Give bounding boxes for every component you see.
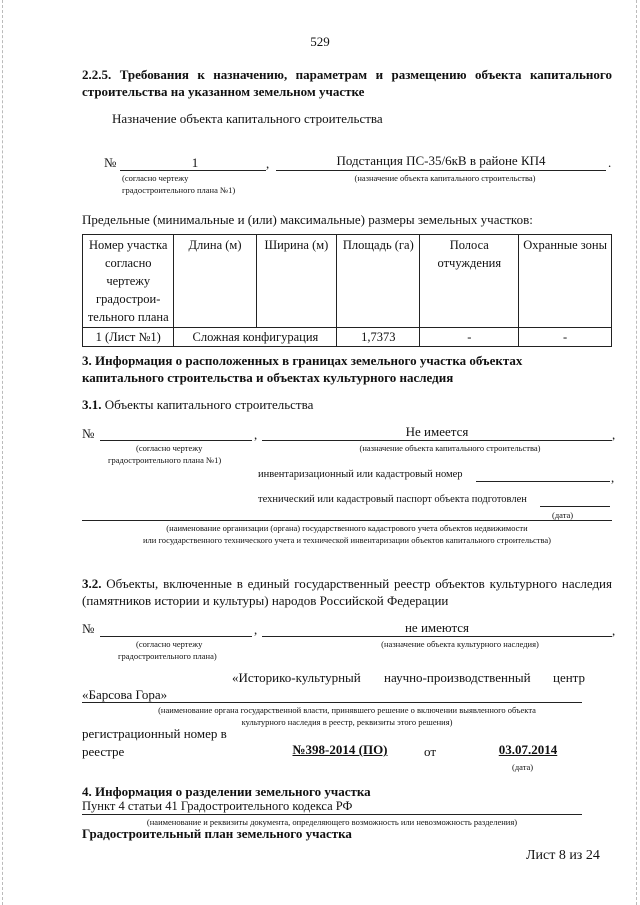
section-32-number: 3.2. [82, 576, 102, 591]
section-4-caption: (наименование и реквизиты документа, определяющего возможность или невозможность разделения) [146, 817, 518, 827]
caption-left-2: градостроительного плана №1) [122, 185, 236, 195]
authority-caption-1: (наименование органа государственной власти, принявшего решение о включении выявленного объекта [158, 705, 536, 715]
inventory-comma: , [611, 470, 615, 485]
end-dot: . [608, 155, 612, 170]
sub-31-label [82, 397, 313, 413]
section-4-value: Пункт 4 статьи 41 Градостроительного кодекса РФ [82, 799, 353, 813]
caption-left-32-1: (согласно чертежу [136, 639, 203, 649]
col-header-area: Площадь (га) [337, 235, 420, 328]
caption-left-1: (согласно чертежу [122, 173, 189, 183]
comma-32-end: , [612, 623, 616, 638]
object-purpose-value: Подстанция ПС-35/6кВ в районе КП4 [336, 153, 546, 168]
col-header-width: Ширина (м) [256, 235, 337, 328]
caption-right-32: (назначение объекта культурного наследия) [381, 639, 539, 649]
caption-left-32-2: градостроительного плана) [118, 651, 217, 661]
sub-31-text: Объекты капитального строительства [104, 397, 314, 412]
table-row [83, 328, 612, 347]
caption-right-31: (назначение объекта капитального строительства) [359, 443, 541, 453]
center-line-2: «Барсова Гора» [82, 687, 168, 702]
reg-label-2: реестре [82, 744, 125, 759]
reg-date: 03.07.2014 [498, 742, 558, 757]
section-32-body: Объекты, включенные в единый государственный реестр объектов культурного наследия (памятников истории и культуры) народов Российской Федерации [82, 576, 612, 608]
col-header-strip: Полоса отчуждения [420, 235, 519, 328]
col-header-length: Длина (м) [174, 235, 256, 328]
cell-zones: - [519, 328, 612, 347]
number-label-32: № [82, 621, 95, 636]
scan-edge-right [636, 0, 637, 905]
plan-number-line-31 [100, 440, 252, 441]
inventory-label: инвентаризационный или кадастровый номер [258, 469, 463, 480]
comma-31-end: , [612, 427, 616, 442]
land-plot-sizes-table [82, 234, 612, 347]
col-header-zones: Охранные зоны [519, 235, 612, 328]
center-word-1: «Историко-культурный [232, 670, 361, 685]
passport-label: технический или кадастровый паспорт объекта подготовлен [258, 494, 527, 505]
cell-configuration: Сложная конфигурация [174, 328, 337, 347]
reg-label: регистрационный номер в [82, 726, 227, 741]
inventory-line [476, 481, 610, 482]
authority-caption-2: культурного наследия в реестр, реквизиты этого решения) [241, 717, 453, 727]
center-word-3: центр [553, 670, 586, 685]
cell-area: 1,7373 [337, 328, 420, 347]
caption-left-31-1: (согласно чертежу [136, 443, 203, 453]
org-caption-2: или государственного технического учета и технической инвентаризации объектов капитального строительства) [142, 535, 551, 545]
cell-strip: - [420, 328, 519, 347]
comma-32: , [254, 622, 258, 637]
from-label: от [424, 744, 437, 759]
next-heading: Градостроительный план земельного участка [82, 826, 352, 841]
plan-number-value: 1 [191, 155, 199, 170]
object-line-32 [262, 636, 612, 637]
section-3-heading: 3. Информация о расположенных в границах земельного участка объектах капитального строительства и объектах культурного наследия [82, 353, 523, 385]
section-4-line [82, 814, 582, 815]
reg-date-caption: (дата) [512, 762, 534, 772]
org-caption-1: (наименование организации (органа) государственного кадастрового учета объектов недвижимости [166, 523, 528, 533]
passport-date-line [540, 506, 610, 507]
section-32-text [82, 575, 612, 609]
center-word-2: научно-производственный [384, 670, 531, 685]
page-number: 529 [310, 34, 330, 49]
col-header-plot-number: Номер участка согласно чертежу градострои- тельного плана [83, 235, 174, 328]
comma: , [266, 156, 270, 171]
object-purpose-line [276, 170, 606, 171]
object-value-31: Не имеется [405, 424, 469, 439]
org-line [82, 520, 612, 521]
reg-number: №398-2014 (ПО) [292, 742, 388, 757]
number-label-31: № [82, 426, 95, 441]
passport-date-caption: (дата) [552, 510, 574, 520]
number-label: № [104, 155, 117, 170]
cell-plot-number: 1 (Лист №1) [83, 328, 174, 347]
plan-number-line-32 [100, 636, 252, 637]
scan-edge-left [2, 0, 3, 905]
section-225-heading: 2.2.5. Требования к назначению, параметрам и размещению объекта капитального строительства на указанном земельном участке [82, 67, 612, 99]
sheet-number: Лист 8 из 24 [526, 848, 600, 863]
comma-31: , [254, 427, 258, 442]
section-4-heading: 4. Информация о разделении земельного участка [82, 784, 371, 799]
plan-number-line [120, 170, 266, 171]
object-line-31 [262, 440, 612, 441]
authority-line [82, 702, 582, 703]
caption-left-31-2: градостроительного плана №1) [108, 455, 222, 465]
object-value-32: не имеются [404, 620, 470, 635]
caption-right: (назначение объекта капитального строительства) [354, 173, 536, 183]
sizes-label: Предельные (минимальные и (или) максимальные) размеры земельных участков: [82, 212, 533, 227]
sub-31-number: 3.1. [82, 397, 102, 412]
purpose-label: Назначение объекта капитального строительства [112, 111, 383, 126]
